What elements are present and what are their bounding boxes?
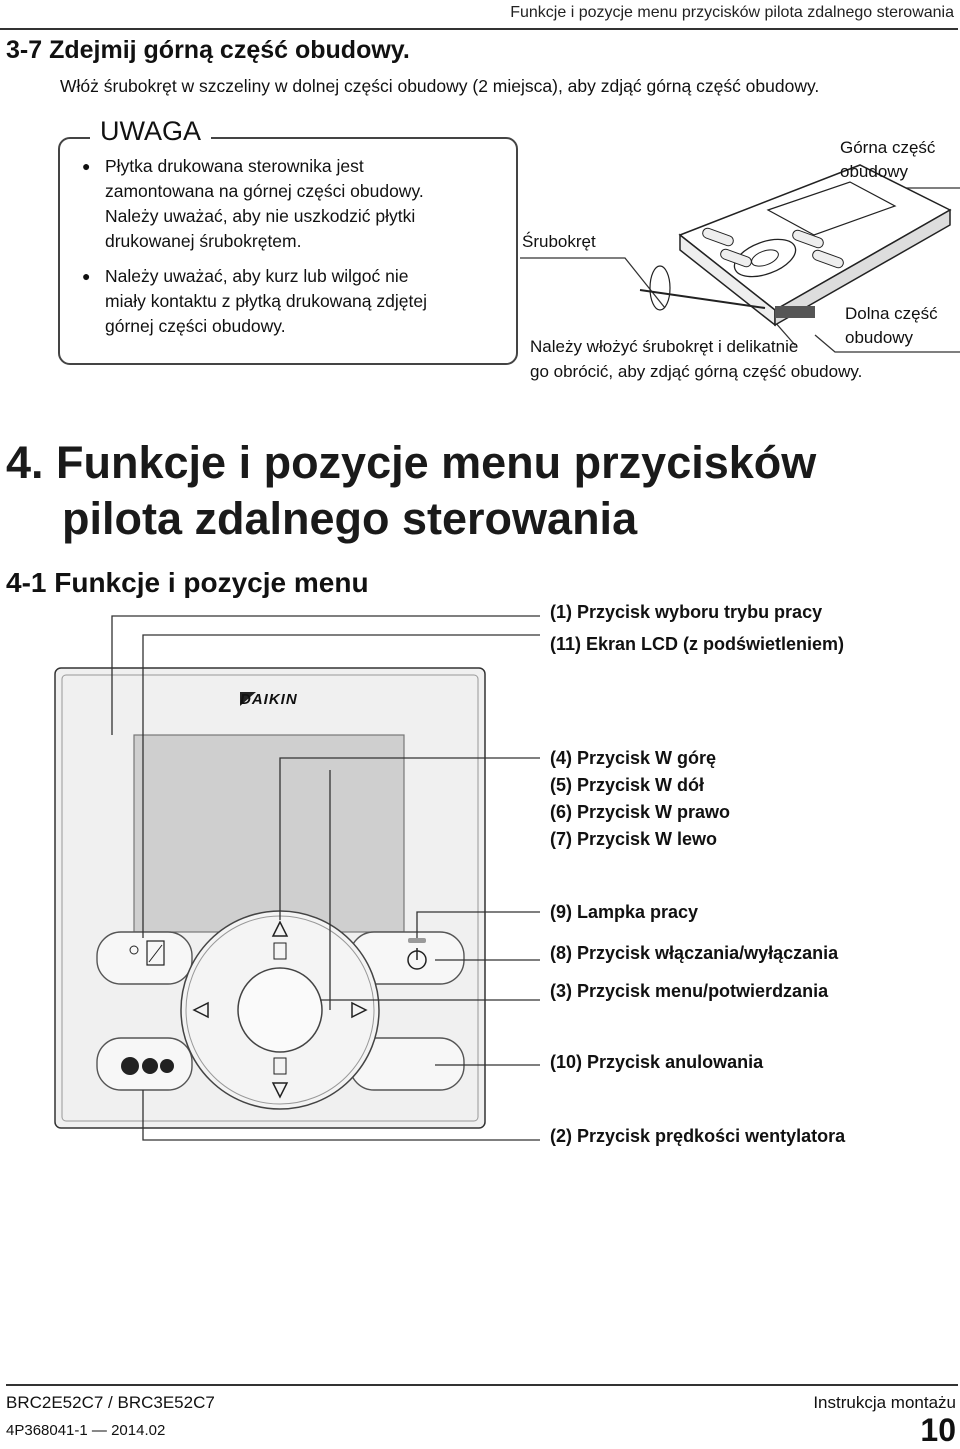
upper-case-label-line: obudowy [840, 162, 909, 181]
caution-line: miały kontaktu z płytką drukowaną zdjętej [105, 291, 427, 311]
case-figure-caption [530, 334, 862, 384]
callout-right-button: (6) Przycisk W prawo [550, 802, 731, 822]
callout-menu-button: (3) Przycisk menu/potwierdzania [550, 981, 829, 1001]
page-number: 10 [920, 1412, 956, 1448]
section-3-7-instruction: Włóż śrubokręt w szczeliny w dolnej części obudowy (2 miejsca), aby zdjąć górną część obudowy. [60, 76, 820, 96]
screwdriver-label: Śrubokręt [522, 232, 596, 251]
remote-controller-diagram [0, 600, 960, 1160]
section-3-7-title: 3-7 Zdejmij górną część obudowy. [6, 36, 410, 64]
footer-rule [6, 1384, 958, 1386]
doc-date: 2014.02 [111, 1422, 166, 1439]
callout-fan-speed-button: (2) Przycisk prędkości wentylatora [550, 1126, 846, 1146]
dash: — [91, 1422, 112, 1439]
bullet-icon: ● [82, 158, 91, 174]
callout-up-button: (4) Przycisk W górę [550, 748, 717, 768]
caution-line: zamontowana na górnej części obudowy. [105, 181, 424, 201]
callout-lcd: (11) Ekran LCD (z podświetleniem) [550, 634, 845, 654]
caution-item-1 [105, 154, 424, 254]
caution-line: górnej części obudowy. [105, 316, 286, 336]
lower-case-label-line: Dolna część [845, 304, 938, 323]
caution-line: Należy uważać, aby kurz lub wilgoć nie [105, 266, 409, 286]
section-4-title-line: 4. Funkcje i pozycje menu przycisków [6, 437, 817, 488]
footer-manual-type: Instrukcja montażu [813, 1393, 956, 1412]
callout-down-button: (5) Przycisk W dół [550, 775, 705, 795]
caption-line: go obrócić, aby zdjąć górną część obudowy. [530, 362, 863, 381]
caution-line: Płytka drukowana sterownika jest [105, 156, 364, 176]
section-4-title-line: pilota zdalnego sterowania [62, 493, 638, 544]
callout-left-button: (7) Przycisk W lewo [550, 829, 718, 849]
bullet-icon: ● [82, 268, 91, 284]
callout-mode-button: (1) Przycisk wyboru trybu pracy [550, 602, 823, 622]
section-4-1-title: 4-1 Funkcje i pozycje menu [6, 567, 369, 598]
upper-case-label [840, 136, 935, 184]
doc-code: 4P368041-1 [6, 1422, 88, 1439]
daikin-logo: DAIKIN [240, 691, 298, 708]
header-rule [0, 28, 958, 30]
callout-operation-lamp: (9) Lampka pracy [550, 902, 699, 922]
callout-cancel-button: (10) Przycisk anulowania [550, 1052, 764, 1072]
caution-line: drukowanej śrubokrętem. [105, 231, 302, 251]
callout-power-button: (8) Przycisk włączania/wyłączania [550, 943, 839, 963]
caution-line: Należy uważać, aby nie uszkodzić płytki [105, 206, 416, 226]
lower-case-label-line: obudowy [845, 328, 914, 347]
caution-item-2 [105, 264, 427, 339]
running-header: Funkcje i pozycje menu przycisków pilota zdalnego sterowania [510, 4, 954, 21]
upper-case-label-line: Górna część [840, 138, 936, 157]
caption-line: Należy włożyć śrubokręt i delikatnie [530, 337, 799, 356]
footer-model: BRC2E52C7 / BRC3E52C7 [6, 1393, 215, 1412]
footer-doc-code [6, 1422, 165, 1439]
section-4-title [6, 435, 816, 547]
caution-title: UWAGA [90, 116, 211, 147]
